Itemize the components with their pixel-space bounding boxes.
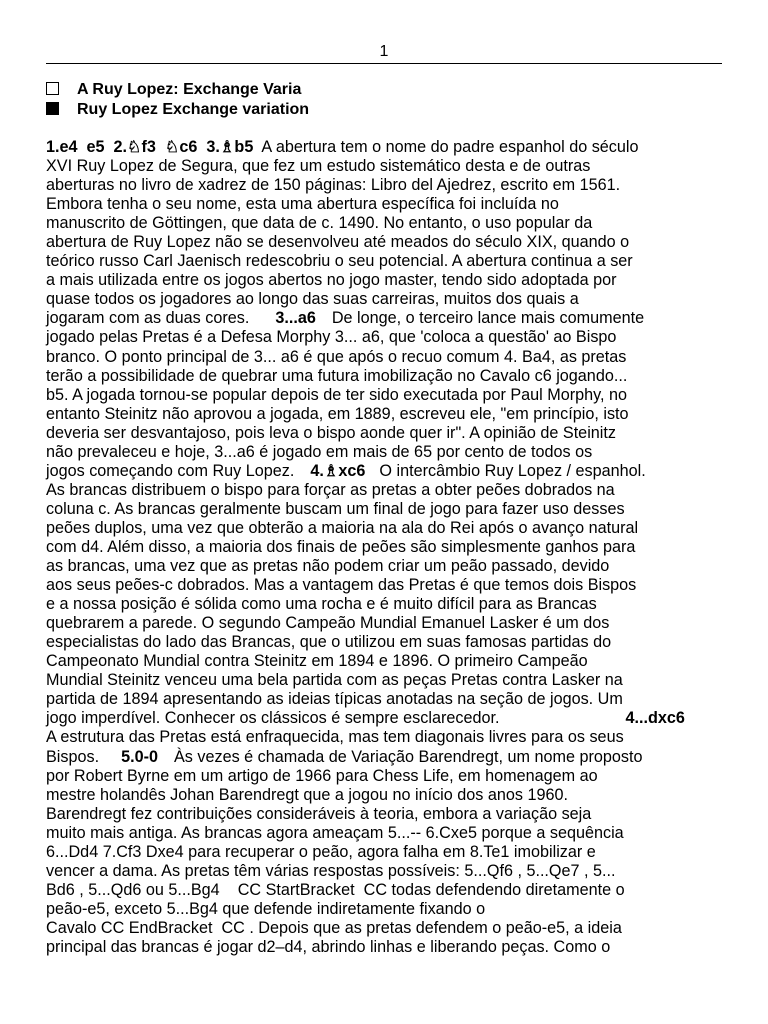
body-paragraph [46, 138, 726, 957]
text-run: De longe, o terceiro lance mais comumente [331, 309, 645, 328]
text-run: Às vezes é chamada de Variação Barendregt, um nome proposto [174, 747, 643, 766]
chess-move: 3...a6 [275, 309, 316, 328]
text-run: as brancas, uma vez que as pretas não podem criar um peão passado, devido [46, 557, 610, 576]
text-line [46, 367, 726, 386]
text-line [46, 290, 726, 309]
text-run: quebrarem a parede. O segundo Campeão Mundial Emanuel Lasker é um dos [46, 614, 610, 633]
text-line [46, 328, 726, 347]
text-run: por Robert Byrne em um artigo de 1966 para Chess Life, em homenagem ao [46, 766, 598, 785]
text-run: A abertura tem o nome do padre espanhol do século [253, 138, 639, 156]
text-line [46, 386, 726, 405]
text-line [46, 671, 726, 690]
text-line [46, 633, 726, 652]
text-line [46, 900, 726, 919]
text-run: CC StartBracket CC todas defendendo diretamente o [237, 880, 625, 899]
text-run: Embora tenha o seu nome, esta uma abertura específica foi incluída no [46, 195, 559, 214]
text-line [46, 214, 726, 233]
text-line [46, 481, 726, 500]
filled-checkbox-icon [46, 102, 59, 115]
text-line [46, 728, 726, 747]
text-line [46, 767, 726, 786]
text-line [46, 786, 726, 805]
text-run: jogos começando com Ruy Lopez. [46, 461, 295, 480]
text-line [46, 157, 726, 176]
text-run: peões duplos, uma vez que obterão a maioria na ala do Rei após o avanço natural [46, 518, 639, 537]
text-run: jogo imperdível. Conhecer os clássicos é sempre esclarecedor. [46, 709, 500, 728]
text-line [46, 233, 726, 252]
text-line [46, 138, 726, 157]
heading-english [46, 100, 309, 120]
text-run: entanto Steinitz não aprovou a jogada, em 1889, escreveu ele, "em princípio, isto [46, 404, 629, 423]
text-run: aos seus peões-c dobrados. Mas a vantagem das Pretas é que temos dois Bispos [46, 576, 637, 595]
text-run: especialistas do lado das Brancas, que o utilizou em suas famosas partidas do [46, 633, 612, 652]
chess-move: 5.0-0 [121, 747, 158, 766]
text-run: principal das brancas é jogar d2–d4, abrindo linhas e liberando peças. Como o [46, 937, 611, 956]
text-line [46, 538, 726, 557]
header-rule [46, 63, 722, 64]
text-line [46, 919, 726, 938]
text-line [46, 557, 726, 576]
text-run: vencer a dama. As pretas têm várias respostas possíveis: 5...Qf6 , 5...Qe7 , 5... [46, 861, 616, 880]
text-run: 6...Dd4 7.Cf3 Dxe4 para recuperar o peão, agora falha em 8.Te1 imobilizar e [46, 842, 596, 861]
text-run: abertura de Ruy Lopez não se desenvolveu até meados do século XIX, quando o [46, 233, 630, 252]
text-run: peão-e5, exceto 5...Bg4 que defende indiretamente fixando o [46, 899, 486, 918]
text-line [46, 195, 726, 214]
text-run: Barendregt fez contribuições consideráveis à teoria, embora a variação seja [46, 804, 592, 823]
text-run: O intercâmbio Ruy Lopez / espanhol. [379, 461, 646, 480]
text-run: com d4. Além disso, a maioria dos finais de peões são simplesmente ganhos para [46, 537, 636, 556]
text-run: mestre holandês Johan Barendregt que a jogou no início dos anos 1960. [46, 785, 568, 804]
text-line [46, 519, 726, 538]
text-run: muito mais antiga. As brancas agora ameaçam 5...-- 6.Cxe5 porque a sequência [46, 823, 624, 842]
text-line [46, 843, 726, 862]
text-run: a mais utilizada entre os jogos abertos no jogo master, tendo sido adoptada por [46, 271, 617, 290]
text-line [46, 862, 726, 881]
text-line [46, 443, 726, 462]
text-line [46, 309, 726, 328]
text-run: aberturas no livro de xadrez de 150 páginas: Libro del Ajedrez, escrito em 1561. [46, 176, 621, 195]
text-run: Bispos. [46, 747, 100, 766]
text-run: As brancas distribuem o bispo para forçar as pretas a obter peões dobrados na [46, 480, 615, 499]
text-line [46, 690, 726, 709]
text-line [46, 271, 726, 290]
text-line [46, 652, 726, 671]
text-run: não prevaleceu e hoje, 3...a6 é jogado em mais de 65 por cento de todos os [46, 442, 593, 461]
text-line [46, 424, 726, 443]
text-run: A estrutura das Pretas está enfraquecida, mas tem diagonais livres para os seus [46, 728, 624, 747]
text-run: XVI Ruy Lopez de Segura, que fez um estudo sistemático desta e de outras [46, 157, 591, 176]
text-run: jogaram com as duas cores. [46, 309, 250, 328]
text-run: manuscrito de Göttingen, que data de c. 1490. No entanto, o uso popular da [46, 214, 593, 233]
heading-portuguese [46, 80, 301, 100]
chess-move: 4.♗xc6 [310, 461, 366, 480]
text-run: Cavalo CC EndBracket CC . Depois que as pretas defendem o peão-e5, a ideia [46, 918, 622, 937]
text-line [46, 748, 726, 767]
text-run: Campeonato Mundial contra Steinitz em 1894 e 1896. O primeiro Campeão [46, 652, 588, 671]
text-run: partida de 1894 apresentando as ideias típicas anotadas na seção de jogos. Um [46, 690, 623, 709]
text-run: b5. A jogada tornou-se popular depois de ter sido executada por Paul Morphy, no [46, 385, 628, 404]
text-run: terão a possibilidade de quebrar uma futura imobilização no Cavalo c6 jogando... [46, 366, 628, 385]
text-run: quase todos os jogadores ao longo das suas carreiras, muitos dos quais a [46, 290, 579, 309]
text-line [46, 709, 726, 728]
text-run: teórico russo Carl Jaenisch redescobriu o seu potencial. A abertura continua a ser [46, 252, 633, 271]
text-line [46, 576, 726, 595]
chess-move: 4...dxc6 [625, 709, 685, 728]
heading-english-text: Ruy Lopez Exchange variation [77, 101, 310, 118]
text-line [46, 176, 726, 195]
text-line [46, 881, 726, 900]
text-run: Mundial Steinitz venceu uma bela partida com as peças Pretas contra Lasker na [46, 671, 623, 690]
text-run: jogado pelas Pretas é a Defesa Morphy 3... a6, que 'coloca a questão' ao Bispo [46, 328, 617, 347]
text-line [46, 405, 726, 424]
text-line [46, 348, 726, 367]
text-line [46, 614, 726, 633]
text-line [46, 500, 726, 519]
text-line [46, 462, 726, 481]
text-run: deveria ser desvantajoso, pois leva o bispo aonde quer ir". A opinião de Steinitz [46, 423, 616, 442]
empty-checkbox-icon [46, 82, 59, 95]
text-line [46, 824, 726, 843]
text-run: branco. O ponto principal de 3... a6 é que após o recuo comum 4. Ba4, as pretas [46, 347, 627, 366]
page-number: 1 [379, 43, 389, 60]
text-run: e a nossa posição é sólida como uma rocha e é muito difícil para as Brancas [46, 595, 597, 614]
text-run: coluna c. As brancas geralmente buscam um final de jogo para fazer uso desses [46, 499, 625, 518]
text-run: Bd6 , 5...Qd6 ou 5...Bg4 [46, 880, 220, 899]
text-line [46, 595, 726, 614]
heading-portuguese-text: A Ruy Lopez: Exchange Varia [77, 81, 302, 98]
text-line [46, 938, 726, 957]
text-line [46, 805, 726, 824]
text-line [46, 252, 726, 271]
chess-move: 1.e4 e5 2.♘f3 ♘c6 3.♗b5 [46, 138, 254, 156]
